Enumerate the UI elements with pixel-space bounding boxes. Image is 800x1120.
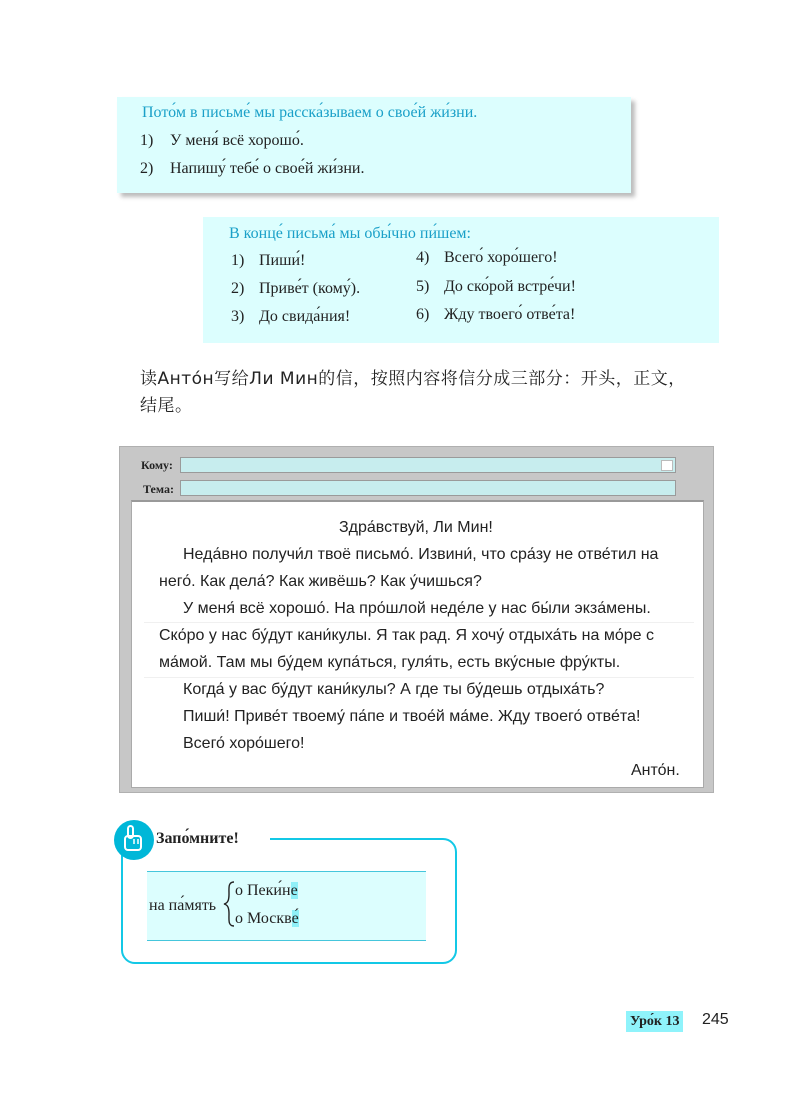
ending-box [203,217,719,343]
pointing-hand-icon [114,820,154,860]
task-instruction [140,366,730,420]
email-line: Всего́ хоро́шего! [183,735,305,752]
email-line: него́. Как дела́? Как живёшь? Как у́чишься? [159,573,482,590]
intro-box [117,97,631,193]
intro-item-1: 1) У меня́ всё хорошо́. [140,132,304,149]
ending-item-5: 5) До ско́рой встре́чи! [416,278,576,295]
ending-heading: В конце́ письма́ мы обы́чно пи́шем: [229,225,471,242]
ending-item-4: 4) Всего́ хоро́шего! [416,249,558,266]
memo-title: Запо́мните! [156,830,239,847]
ending-item-3: 3) До свида́ния! [231,308,351,325]
ending-item-1: 1) Пиши́! [231,252,306,269]
ending-item-6: 6) Жду твоего́ отве́та! [416,306,576,323]
email-greeting: Здра́вствуй, Ли Мин! [339,519,493,536]
to-field[interactable] [180,457,676,473]
intro-item-2: 2) Напишу́ тебе́ о свое́й жи́зни. [140,160,365,177]
email-line: ма́мой. Там мы бу́дем купа́ться, гуля́ть, есть вку́сные фру́кты. [159,654,621,671]
email-body[interactable] [131,500,704,788]
page-number: 245 [702,1011,729,1028]
memo-phrase: на па́мять [149,897,217,914]
email-line: Когда́ у вас бу́дут кани́кулы? А где ты бу́дешь отдыха́ть? [183,681,605,698]
memo-option-2: о Москве́ [235,910,299,927]
intro-heading: Пото́м в письме́ мы расска́зываем о свое́й жи́зни. [142,104,478,121]
instruction-line-2: 结尾。 [140,396,193,416]
ending-item-2: 2) Приве́т (кому́). [231,280,361,297]
email-line: Ско́ро у нас бу́дут кани́кулы. Я так рад. Я хочу́ отдыха́ть на мо́ре с [159,627,654,644]
email-line: Неда́вно получи́л твоё письмо́. Извини́, что сра́зу не отве́тил на [183,546,659,563]
subject-field[interactable] [180,480,676,496]
email-line: Пиши́! Приве́т твоему́ па́пе и твое́й ма́ме. Жду твоего́ отве́та! [183,708,641,725]
to-label: Кому: [141,458,173,472]
email-signature: Анто́н. [631,762,680,779]
subject-label: Тема: [143,482,174,496]
lesson-badge: Уро́к 13 [626,1011,683,1032]
brace-icon [222,880,236,933]
email-line: У меня́ всё хорошо́. На про́шлой неде́ле у нас бы́ли экза́мены. [183,600,651,617]
instruction-line-1: 读Анто́н写给Ли Мин的信，按照内容将信分成三部分：开头，正文， [140,369,686,389]
field-checkbox[interactable] [661,460,673,471]
email-window [119,446,714,793]
memo-option-1: о Пеки́не [235,882,298,899]
